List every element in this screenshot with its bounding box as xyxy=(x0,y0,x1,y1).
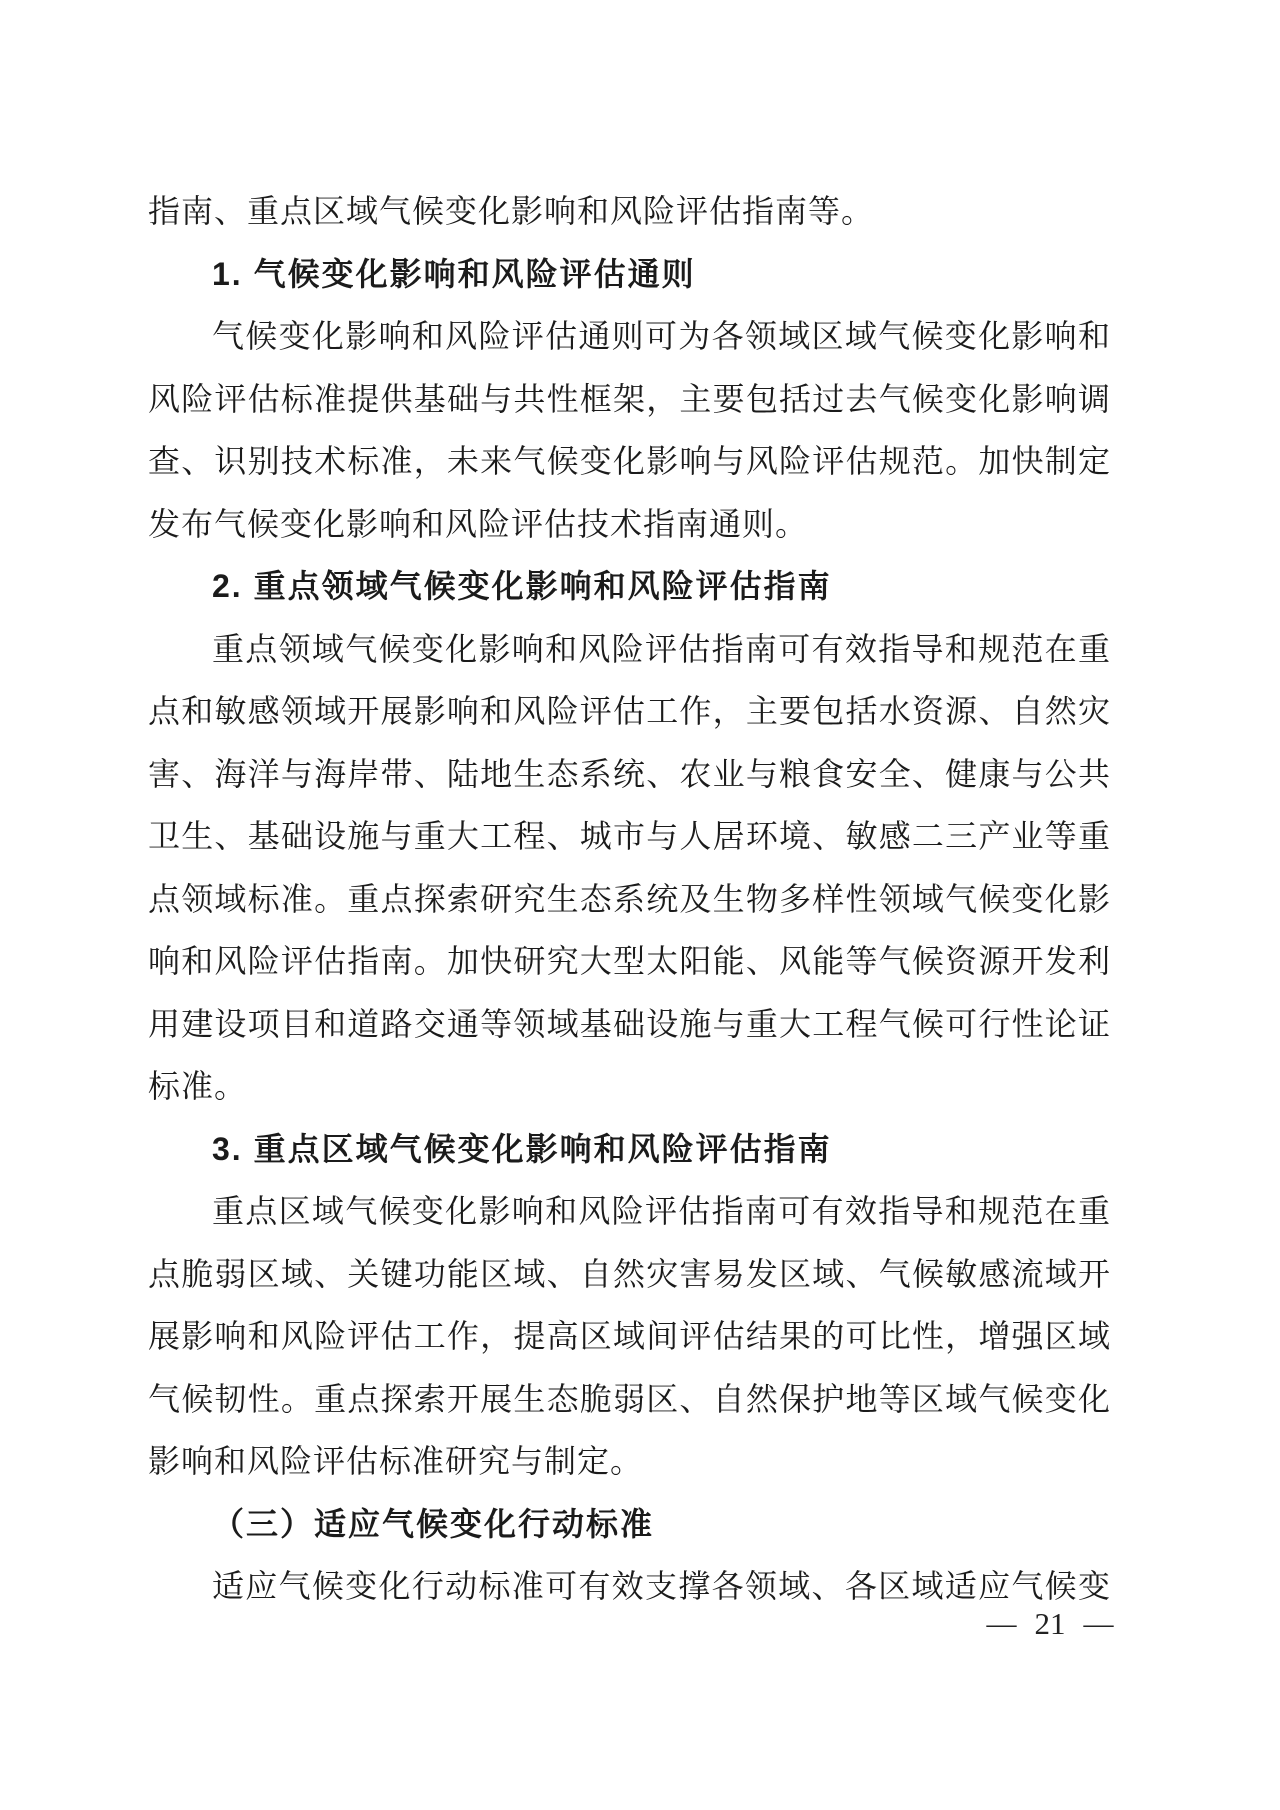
text-line: 展影响和风险评估工作，提高区域间评估结果的可比性，增强区域 xyxy=(148,1318,1110,1354)
text-line: 气候韧性。重点探索开展生态脆弱区、自然保护地等区域气候变化 xyxy=(148,1380,1110,1417)
heading-line: 2. 重点领域气候变化影响和风险评估指南 xyxy=(212,568,832,604)
text-line: 风险评估标准提供基础与共性框架，主要包括过去气候变化影响调 xyxy=(148,380,1110,417)
text-line: 点脆弱区域、关键功能区域、自然灾害易发区域、气候敏感流域开 xyxy=(148,1255,1110,1292)
text-line: 点和敏感领域开展影响和风险评估工作，主要包括水资源、自然灾 xyxy=(148,693,1110,729)
text-line: 点领域标准。重点探索研究生态系统及生物多样性领域气候变化影 xyxy=(148,880,1110,917)
text-line: 影响和风险评估标准研究与制定。 xyxy=(148,1443,644,1479)
heading-line: 1. 气候变化影响和风险评估通则 xyxy=(212,255,696,292)
text-line: 适应气候变化行动标准可有效支撑各领域、各区域适应气候变 xyxy=(212,1568,1110,1604)
text-line: 重点领域气候变化影响和风险评估指南可有效指导和规范在重 xyxy=(212,630,1110,667)
page-number xyxy=(975,1603,1125,1645)
page-number-value: 21 xyxy=(1034,1606,1066,1641)
document-lines xyxy=(148,180,1110,1618)
text-line: 响和风险评估指南。加快研究大型太阳能、风能等气候资源开发利 xyxy=(148,943,1110,979)
text-line: 标准。 xyxy=(148,1068,248,1104)
page-number-left-dash: — xyxy=(986,1607,1017,1640)
heading-line: （三）适应气候变化行动标准 xyxy=(212,1505,655,1542)
text-line: 卫生、基础设施与重大工程、城市与人居环境、敏感二三产业等重 xyxy=(148,818,1110,854)
text-line: 用建设项目和道路交通等领域基础设施与重大工程气候可行性论证 xyxy=(148,1005,1110,1042)
text-line: 查、识别技术标准，未来气候变化影响与风险评估规范。加快制定 xyxy=(148,443,1110,479)
text-line: 气候变化影响和风险评估通则可为各领域区域气候变化影响和 xyxy=(212,318,1110,354)
text-line: 指南、重点区域气候变化影响和风险评估指南等。 xyxy=(148,193,875,229)
text-line: 发布气候变化影响和风险评估技术指南通则。 xyxy=(148,505,809,542)
text-line: 害、海洋与海岸带、陆地生态系统、农业与粮食安全、健康与公共 xyxy=(148,755,1110,792)
heading-line: 3. 重点区域气候变化影响和风险评估指南 xyxy=(212,1130,832,1167)
text-line: 重点区域气候变化影响和风险评估指南可有效指导和规范在重 xyxy=(212,1193,1110,1229)
page-number-right-dash: — xyxy=(1083,1607,1114,1640)
